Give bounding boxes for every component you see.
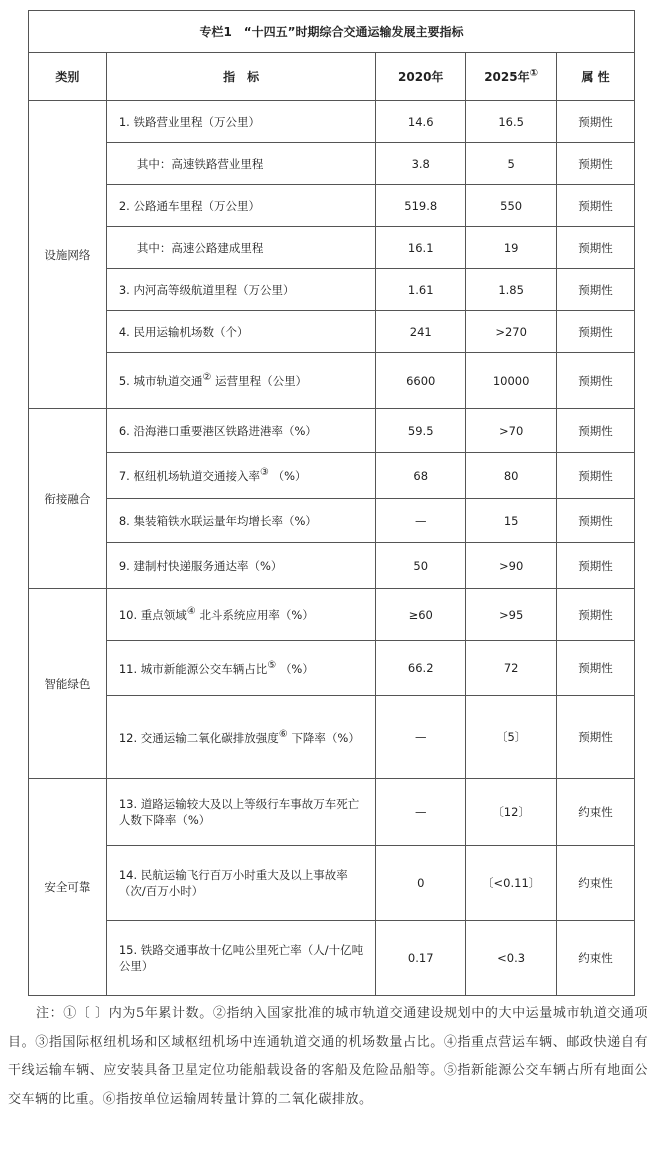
- header-category: 类别: [29, 53, 107, 101]
- value-2025: 5: [466, 143, 557, 185]
- table-row: [29, 779, 635, 846]
- attribute-cell: 预期性: [557, 589, 635, 641]
- value-2025: 80: [466, 453, 557, 499]
- indicators-table: [28, 10, 635, 996]
- table-row: [29, 453, 635, 499]
- table-row: [29, 696, 635, 779]
- attribute-cell: 预期性: [557, 409, 635, 453]
- attribute-cell: 约束性: [557, 921, 635, 996]
- value-2025: 〔<0.11〕: [466, 846, 557, 921]
- value-2020: 14.6: [376, 101, 466, 143]
- attribute-cell: 预期性: [557, 101, 635, 143]
- value-2020: 66.2: [376, 641, 466, 696]
- header-attribute: 属 性: [557, 53, 635, 101]
- attribute-cell: 预期性: [557, 696, 635, 779]
- table-row: [29, 311, 635, 353]
- indicator-cell: [106, 185, 375, 227]
- indicator-cell: [106, 779, 375, 846]
- table-row: [29, 101, 635, 143]
- value-2025: >95: [466, 589, 557, 641]
- value-2025: >90: [466, 543, 557, 589]
- table-row: [29, 641, 635, 696]
- header-2020: 2020年: [376, 53, 466, 101]
- value-2025: >270: [466, 311, 557, 353]
- attribute-cell: 预期性: [557, 227, 635, 269]
- indicator-text: 10. 重点领域: [118, 607, 187, 622]
- value-2025: 10000: [466, 353, 557, 409]
- footnote-marker: ①: [529, 68, 539, 79]
- value-2025: 15: [466, 499, 557, 543]
- indicator-cell: [106, 143, 375, 185]
- value-2020: —: [376, 499, 466, 543]
- category-cell: 设施网络: [29, 101, 107, 409]
- value-2020: 50: [376, 543, 466, 589]
- indicator-text: 2. 公路通车里程（万公里）: [118, 198, 260, 213]
- indicator-cell: [106, 353, 375, 409]
- value-2020: 68: [376, 453, 466, 499]
- table-row: [29, 353, 635, 409]
- value-2025: 550: [466, 185, 557, 227]
- indicator-cell: [106, 696, 375, 779]
- value-2020: 241: [376, 311, 466, 353]
- indicator-text-cont: 下降率（%）: [291, 730, 360, 745]
- header-indicator: 指 标: [106, 53, 375, 101]
- table-row: [29, 269, 635, 311]
- indicator-cell: [106, 101, 375, 143]
- header-row: [29, 53, 635, 101]
- value-2020: 0.17: [376, 921, 466, 996]
- footnote-marker: ③: [260, 467, 269, 479]
- indicator-text: 6. 沿海港口重要港区铁路进港率（%）: [118, 423, 317, 438]
- attribute-cell: 预期性: [557, 543, 635, 589]
- value-2025: 〔5〕: [466, 696, 557, 779]
- indicator-text: 7. 枢纽机场轨道交通接入率: [118, 468, 260, 483]
- category-cell: 衔接融合: [29, 409, 107, 589]
- value-2020: 0: [376, 846, 466, 921]
- indicator-text-cont: （%）: [279, 661, 314, 676]
- indicator-cell: [106, 311, 375, 353]
- footnote-marker: ⑤: [267, 659, 277, 671]
- indicator-cell: [106, 921, 375, 996]
- indicator-text: 5. 城市轨道交通: [118, 373, 203, 388]
- indicator-text-cont: 北斗系统应用率（%）: [199, 607, 314, 622]
- category-cell: 安全可靠: [29, 779, 107, 996]
- indicator-cell: [106, 846, 375, 921]
- indicator-text: 3. 内河高等级航道里程（万公里）: [118, 282, 295, 297]
- indicator-text: 其中：高速公路建成里程: [136, 240, 264, 255]
- value-2020: 6600: [376, 353, 466, 409]
- indicator-cell: [106, 499, 375, 543]
- value-2025: 1.85: [466, 269, 557, 311]
- table-row: [29, 499, 635, 543]
- table-row: [29, 143, 635, 185]
- header-2025-label: 2025年: [484, 70, 530, 84]
- header-2025: [466, 53, 557, 101]
- indicator-cell: [106, 641, 375, 696]
- category-cell: 智能绿色: [29, 589, 107, 779]
- indicator-text: 13. 道路运输较大及以上等级行车事故万车死亡人数下降率（%）: [118, 797, 360, 827]
- attribute-cell: 预期性: [557, 269, 635, 311]
- footnote-marker: ②: [202, 372, 212, 384]
- footnote-marker: ⑥: [278, 728, 288, 740]
- indicator-text: 12. 交通运输二氧化碳排放强度: [118, 730, 279, 745]
- table-row: [29, 846, 635, 921]
- indicator-cell: [106, 589, 375, 641]
- indicator-text: 9. 建制村快递服务通达率（%）: [118, 558, 283, 573]
- attribute-cell: 预期性: [557, 453, 635, 499]
- indicator-cell: [106, 269, 375, 311]
- value-2020: 3.8: [376, 143, 466, 185]
- indicator-text-cont: 运营里程（公里）: [215, 373, 308, 388]
- indicator-text: 15. 铁路交通事故十亿吨公里死亡率（人/十亿吨公里）: [118, 943, 364, 973]
- table-title: 专栏1 “十四五”时期综合交通运输发展主要指标: [29, 11, 635, 53]
- value-2025: <0.3: [466, 921, 557, 996]
- indicator-text: 14. 民航运输飞行百万小时重大及以上事故率（次/百万小时）: [118, 868, 348, 898]
- attribute-cell: 约束性: [557, 846, 635, 921]
- attribute-cell: 约束性: [557, 779, 635, 846]
- table-row: [29, 589, 635, 641]
- indicator-cell: [106, 409, 375, 453]
- indicator-cell: [106, 453, 375, 499]
- value-2020: 16.1: [376, 227, 466, 269]
- indicator-text-cont: （%）: [272, 468, 307, 483]
- indicator-text: 1. 铁路营业里程（万公里）: [118, 114, 260, 129]
- attribute-cell: 预期性: [557, 353, 635, 409]
- attribute-cell: 预期性: [557, 641, 635, 696]
- attribute-cell: 预期性: [557, 185, 635, 227]
- attribute-cell: 预期性: [557, 143, 635, 185]
- indicator-text: 4. 民用运输机场数（个）: [118, 324, 249, 339]
- value-2020: —: [376, 696, 466, 779]
- footnote-marker: ④: [186, 606, 196, 618]
- indicator-cell: [106, 227, 375, 269]
- value-2025: 16.5: [466, 101, 557, 143]
- value-2025: 19: [466, 227, 557, 269]
- value-2020: 1.61: [376, 269, 466, 311]
- indicator-cell: [106, 543, 375, 589]
- table-row: [29, 185, 635, 227]
- table-row: [29, 409, 635, 453]
- value-2025: 72: [466, 641, 557, 696]
- table-row: [29, 921, 635, 996]
- value-2025: >70: [466, 409, 557, 453]
- indicator-text: 其中：高速铁路营业里程: [136, 156, 264, 171]
- value-2020: —: [376, 779, 466, 846]
- value-2020: ≥60: [376, 589, 466, 641]
- table-row: [29, 227, 635, 269]
- value-2020: 59.5: [376, 409, 466, 453]
- indicator-text: 11. 城市新能源公交车辆占比: [118, 661, 268, 676]
- table-row: [29, 543, 635, 589]
- value-2020: 519.8: [376, 185, 466, 227]
- footnotes: 注：①〔 〕内为5年累计数。②指纳入国家批准的城市轨道交通建设规划中的大中运量城市轨道交通项目。③指国际枢纽机场和区域枢纽机场中连通轨道交通的机场数量占比。④指重点营运车辆、邮政快递自有干线运输车辆、应安装具备卫星定位功能船载设备的客船及危险品船等。⑤指新能源公交车辆占所有地面公交车辆的比重。⑥指按单位运输周转量计算的二氧化碳排放。: [8, 1006, 648, 1107]
- attribute-cell: 预期性: [557, 499, 635, 543]
- indicator-text: 8. 集装箱铁水联运量年均增长率（%）: [118, 513, 317, 528]
- value-2025: 〔12〕: [466, 779, 557, 846]
- attribute-cell: 预期性: [557, 311, 635, 353]
